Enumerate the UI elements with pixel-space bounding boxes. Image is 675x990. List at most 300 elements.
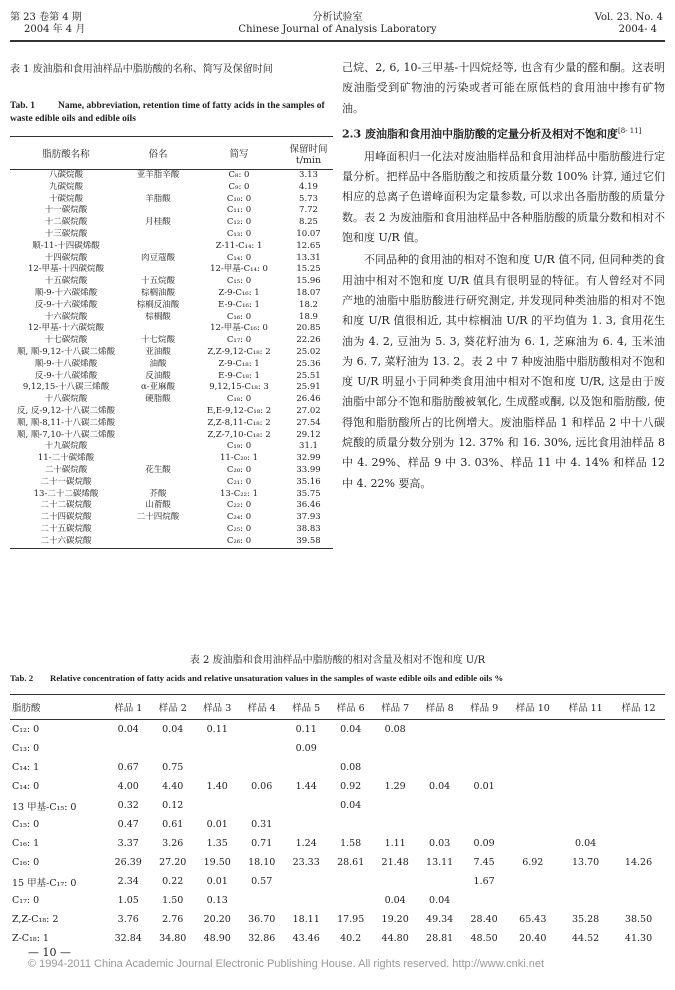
- common-name-cell: 油酸: [149, 358, 167, 369]
- retention-time-cell: 32.99: [296, 453, 321, 464]
- fatty-acid-cell: C₁₄: 0: [12, 781, 40, 792]
- sample-value-cell: 0.04: [429, 895, 451, 906]
- sample-value-cell: 0.08: [384, 724, 406, 735]
- sample-value-cell: 0.04: [340, 724, 362, 735]
- abbreviation-cell: 12-甲基-C₁₆: 0: [210, 323, 268, 334]
- sample-value-cell: 41.30: [624, 933, 653, 944]
- sample-value-cell: [506, 720, 559, 740]
- common-name-cell: [122, 453, 194, 465]
- sample-value-cell: [239, 796, 283, 815]
- abbreviation-cell: 13-C₂₂: 1: [220, 488, 258, 499]
- col-abbreviation: 简写: [229, 149, 249, 160]
- sample-value-cell: [239, 739, 283, 758]
- sample-value-cell: [284, 891, 328, 910]
- fatty-acid-cell: C₁₆: 0: [12, 857, 40, 868]
- common-name-cell: [122, 430, 194, 442]
- abbreviation-cell: C₁₂: 0: [226, 217, 252, 228]
- section-reference: [8- 11]: [617, 126, 642, 135]
- sample-value-cell: 0.11: [295, 724, 317, 735]
- common-name-cell: [122, 418, 194, 430]
- fatty-acid-name-cell: 十五碳烷酸: [44, 276, 88, 287]
- fatty-acid-name-cell: 八碳烷酸: [48, 170, 83, 180]
- sample-value-cell: 43.46: [292, 933, 320, 944]
- sample-value-cell: 14.26: [624, 857, 653, 868]
- abbreviation-cell: Z,Z-7,10-C₁₈: 2: [207, 429, 271, 440]
- table1-row: [10, 371, 333, 383]
- abbreviation-cell: C₈: 0: [228, 170, 250, 180]
- abbreviation-cell: Z,Z-9,12-C₁₈: 2: [207, 346, 271, 357]
- common-name-cell: 棕榈酸: [145, 311, 171, 322]
- sample-value-cell: [559, 815, 612, 834]
- retention-time-cell: 18.9: [299, 311, 318, 322]
- sample-value-cell: 36.70: [248, 914, 276, 925]
- retention-time-cell: 25.91: [296, 382, 321, 393]
- fatty-acid-cell: 15 甲基-C₁₇: 0: [12, 877, 77, 889]
- sample-value-cell: 28.61: [337, 857, 365, 868]
- sample-value-cell: 26.39: [114, 857, 142, 868]
- common-name-cell: [122, 229, 194, 241]
- common-name-cell: [122, 323, 194, 335]
- table1-row: [10, 394, 333, 406]
- fatty-acid-name-cell: 二十一碳烷酸: [40, 476, 92, 487]
- sample-value-cell: [559, 739, 612, 758]
- table2-row: [10, 891, 665, 910]
- sample-value-cell: 1.44: [295, 781, 317, 792]
- sample-value-cell: 13.70: [572, 857, 600, 868]
- sample-value-cell: 32.84: [114, 933, 142, 944]
- sample-value-cell: [239, 720, 283, 740]
- sample-value-cell: [612, 815, 665, 834]
- col-sample-12: 样品 12: [621, 703, 656, 714]
- abbreviation-cell: C₂₅: 0: [226, 523, 252, 534]
- sample-value-cell: 23.33: [292, 857, 320, 868]
- col-fatty-acid-name: 脂肪酸名称: [42, 149, 90, 160]
- header-left: [10, 12, 85, 36]
- common-name-cell: 硬脂酸: [145, 394, 171, 405]
- fatty-acid-name-cell: 13-二十二碳烯酸: [33, 488, 99, 499]
- sample-value-cell: [506, 834, 559, 853]
- abbreviation-cell: C₂₆: 0: [226, 535, 252, 546]
- sample-value-cell: 6.92: [522, 857, 544, 868]
- journal-title-en: Chinese Journal of Analysis Laboratory: [238, 24, 437, 35]
- sample-value-cell: 0.47: [117, 819, 139, 830]
- retention-time-cell: 36.46: [296, 500, 321, 511]
- fatty-acid-cell: 13 甲基-C₁₅: 0: [12, 801, 77, 813]
- sample-value-cell: 19.20: [381, 914, 409, 925]
- sample-value-cell: [417, 815, 461, 834]
- sample-value-cell: 0.61: [162, 819, 184, 830]
- volume-en: Vol. 23. No. 4: [594, 12, 663, 23]
- quant-paragraph: 用峰面积归一化法对废油脂样品和食用油样品中脂肪酸进行定量分析。把样品中各脂肪酸之和按质量分数 100% 计算, 通过它们相应的总离子色谱峰面积为定量参数, 可以求出各脂肪酸的质量分数。表 2 为废油脂和食用油样品中各种脂肪酸的质量分数和相对不饱和度 U/R 值。: [342, 149, 665, 245]
- abbreviation-cell: E,E-9,12-C₁₈: 2: [206, 405, 272, 416]
- table1-row: [10, 182, 333, 194]
- sample-value-cell: 1.50: [162, 895, 184, 906]
- retention-time-cell: 35.16: [296, 476, 321, 487]
- sample-value-cell: [462, 891, 506, 910]
- volume-issue: 第 23 卷第 4 期: [10, 12, 82, 23]
- abbreviation-cell: C₂₄: 0: [226, 512, 252, 523]
- sample-value-cell: 49.34: [426, 914, 454, 925]
- sample-value-cell: 4.40: [162, 781, 184, 792]
- fatty-acid-name-cell: 反-9-十六碳烯酸: [34, 299, 98, 310]
- abbreviation-cell: C₂₂: 0: [226, 500, 252, 511]
- sample-value-cell: 0.04: [575, 838, 597, 849]
- abbreviation-cell: C₁₄: 0: [226, 252, 252, 263]
- table1-row: [10, 300, 333, 312]
- retention-time-cell: 35.75: [296, 488, 321, 499]
- common-name-cell: 棕榈油酸: [140, 287, 175, 298]
- sample-value-cell: [373, 758, 417, 777]
- sample-value-cell: 1.58: [340, 838, 362, 849]
- sample-value-cell: [328, 872, 372, 891]
- sample-value-cell: 0.22: [162, 876, 184, 887]
- common-name-cell: [122, 205, 194, 217]
- sample-value-cell: [239, 758, 283, 777]
- table1-row: [10, 465, 333, 477]
- col-fatty-acid: 脂肪酸: [12, 703, 41, 714]
- table1-row: [10, 430, 333, 442]
- fatty-acid-cell: C₁₂: 0: [12, 724, 40, 735]
- retention-time-cell: 4.19: [299, 181, 318, 192]
- sample-value-cell: 3.76: [117, 914, 139, 925]
- fatty-acid-name-cell: 12-甲基-十六碳烷酸: [27, 323, 105, 334]
- fatty-acid-name-cell: 反-9-十八碳烯酸: [34, 370, 98, 381]
- common-name-cell: [122, 477, 194, 489]
- abbreviation-cell: C₁₅: 0: [226, 276, 252, 287]
- sample-value-cell: 0.71: [251, 838, 273, 849]
- table1-row: [10, 241, 333, 253]
- sample-value-cell: [612, 796, 665, 815]
- common-name-cell: 二十四烷酸: [136, 512, 180, 523]
- col-sample-7: 样品 7: [381, 703, 410, 714]
- retention-time-cell: 8.25: [299, 217, 318, 228]
- sample-value-cell: 0.57: [251, 876, 273, 887]
- table2-row: [10, 815, 665, 834]
- abbreviation-cell: C₁₀: 0: [226, 193, 252, 204]
- table1-row: [10, 477, 333, 489]
- sample-value-cell: [506, 758, 559, 777]
- fatty-acid-cell: C₁₄: 1: [12, 762, 40, 773]
- sample-value-cell: [195, 758, 239, 777]
- sample-value-cell: 44.80: [381, 933, 409, 944]
- common-name-cell: 亚羊脂辛酸: [136, 170, 180, 180]
- sample-value-cell: [284, 815, 328, 834]
- sample-value-cell: 0.01: [206, 819, 228, 830]
- table1-row: [10, 264, 333, 276]
- fatty-acid-name-cell: 顺, 顺-8,11-十八碳二烯酸: [16, 417, 116, 428]
- sample-value-cell: [462, 739, 506, 758]
- table1-row: [10, 536, 333, 548]
- sample-value-cell: 2.76: [162, 914, 184, 925]
- fatty-acid-name-cell: 十二碳烷酸: [44, 217, 88, 228]
- fatty-acid-name-cell: 二十五碳烷酸: [40, 523, 92, 534]
- sample-value-cell: [284, 872, 328, 891]
- sample-value-cell: [612, 777, 665, 796]
- table1-row: [10, 229, 333, 241]
- table2-row: [10, 872, 665, 891]
- sample-value-cell: 48.90: [203, 933, 231, 944]
- sample-value-cell: 0.92: [340, 781, 362, 792]
- table1-row: [10, 524, 333, 536]
- retention-time-cell: 13.31: [296, 252, 321, 263]
- fatty-acid-name-cell: 二十四碳烷酸: [40, 512, 92, 523]
- sample-value-cell: [284, 796, 328, 815]
- abbreviation-cell: 12-甲基-C₁₄: 0: [210, 264, 268, 275]
- table2-caption-cn: 表 2 废油脂和食用油样品中脂肪酸的相对含量及相对不饱和度 U/R: [189, 655, 486, 666]
- sample-value-cell: 28.40: [470, 914, 498, 925]
- sample-value-cell: [612, 758, 665, 777]
- fatty-acid-name-cell: 十九碳烷酸: [44, 441, 88, 452]
- fatty-acid-name-cell: 十七碳烷酸: [44, 335, 88, 346]
- sample-value-cell: [559, 891, 612, 910]
- page-number: — 10 —: [28, 946, 71, 959]
- common-name-cell: 肉豆蔻酸: [140, 252, 175, 263]
- sample-value-cell: 48.50: [470, 933, 498, 944]
- retention-time-cell: 39.58: [296, 535, 321, 546]
- abbreviation-cell: C₁₃: 0: [226, 228, 252, 239]
- table2-row: [10, 758, 665, 777]
- table1-row: [10, 500, 333, 512]
- table1-label: Tab. 1: [10, 101, 35, 111]
- table1-row: [10, 406, 333, 418]
- sample-value-cell: [612, 891, 665, 910]
- sample-value-cell: [612, 739, 665, 758]
- sample-value-cell: 13.11: [426, 857, 454, 868]
- col-sample-6: 样品 6: [336, 703, 365, 714]
- journal-title-cn: 分析试验室: [312, 12, 363, 23]
- common-name-cell: [122, 536, 194, 548]
- fatty-acid-name-cell: 十三碳烷酸: [44, 228, 88, 239]
- abbreviation-cell: C₁₆: 0: [226, 311, 252, 322]
- sample-value-cell: 18.10: [248, 857, 276, 868]
- common-name-cell: [122, 182, 194, 194]
- sample-value-cell: 7.45: [473, 857, 495, 868]
- abbreviation-cell: C₂₁: 0: [226, 476, 252, 487]
- col-retention-time: 保留时间 t/min: [289, 143, 328, 166]
- sample-value-cell: 0.01: [206, 876, 228, 887]
- retention-time-cell: 15.96: [296, 276, 321, 287]
- fatty-acid-name-cell: 顺-11-十四碳烯酸: [32, 240, 100, 251]
- abbreviation-cell: Z-9-C₁₆: 1: [218, 287, 260, 298]
- abbreviation-cell: C₁₈: 0: [226, 394, 252, 405]
- fatty-acid-name-cell: 顺-9-十六碳烯酸: [34, 287, 98, 298]
- fatty-acid-name-cell: 9,12,15-十八碳三烯酸: [22, 382, 110, 393]
- header-rule: [10, 40, 665, 42]
- abbreviation-cell: C₁₇: 0: [226, 335, 252, 346]
- sample-value-cell: 0.04: [340, 800, 362, 811]
- sample-value-cell: [195, 739, 239, 758]
- sample-value-cell: [506, 891, 559, 910]
- retention-time-cell: 3.13: [299, 170, 318, 180]
- abbreviation-cell: C₁₁: 0: [226, 205, 252, 216]
- abbreviation-cell: 9,12,15-C₁₈: 3: [209, 382, 269, 393]
- common-name-cell: 花生酸: [145, 464, 171, 475]
- sample-value-cell: 0.13: [206, 895, 228, 906]
- sample-value-cell: 3.37: [117, 838, 139, 849]
- sample-value-cell: [506, 777, 559, 796]
- table2-caption-en: [10, 672, 675, 685]
- right-column: [342, 58, 665, 494]
- common-name-cell: 山萮酸: [145, 500, 171, 511]
- table1-row: [10, 453, 333, 465]
- sample-value-cell: [417, 758, 461, 777]
- retention-time-cell: 15.25: [296, 264, 321, 275]
- retention-time-cell: 29.12: [296, 429, 321, 440]
- abbreviation-cell: C₁₉: 0: [226, 441, 252, 452]
- col-sample-11: 样品 11: [568, 703, 603, 714]
- retention-time-cell: 25.02: [296, 346, 321, 357]
- abbreviation-cell: C₉: 0: [228, 181, 250, 192]
- fatty-acid-name-cell: 11-二十碳烯酸: [37, 453, 95, 464]
- sample-value-cell: 0.67: [117, 762, 139, 773]
- table2-row: [10, 796, 665, 815]
- sample-value-cell: [559, 777, 612, 796]
- table1-row: [10, 170, 333, 182]
- sample-value-cell: 40.2: [340, 933, 362, 944]
- sample-value-cell: 0.09: [295, 743, 317, 754]
- common-name-cell: 亚油酸: [145, 346, 171, 357]
- sample-value-cell: 18.11: [292, 914, 320, 925]
- table1-row: [10, 288, 333, 300]
- sample-value-cell: [612, 720, 665, 740]
- table1-caption-cn: 表 1 废油脂和食用油样品中脂肪酸的名称、简写及保留时间: [10, 64, 273, 75]
- retention-time-cell: 18.07: [296, 287, 321, 298]
- intro-paragraph: 己烷、2, 6, 10-三甲基-十四烷烃等, 也含有少量的醛和酮。这表明废油脂受到矿物油的污染或者可能在原低档的食用油中掺有矿物油。: [342, 61, 665, 115]
- abbreviation-cell: 11-C₂₀: 1: [220, 453, 258, 464]
- col-common-name: 俗名: [148, 149, 168, 160]
- sample-value-cell: [373, 739, 417, 758]
- sample-value-cell: 32.86: [248, 933, 276, 944]
- table1-row: [10, 276, 333, 288]
- retention-time-cell: 10.07: [296, 228, 321, 239]
- col-sample-3: 样品 3: [203, 703, 232, 714]
- sample-value-cell: [559, 872, 612, 891]
- fatty-acid-name-cell: 九碳烷酸: [48, 181, 83, 192]
- retention-time-cell: 22.26: [296, 335, 321, 346]
- retention-time-cell: 33.99: [296, 464, 321, 475]
- table2-label: Tab. 2: [10, 673, 34, 683]
- table1-row: [10, 335, 333, 347]
- sample-value-cell: [462, 720, 506, 740]
- sample-value-cell: 20.40: [519, 933, 547, 944]
- sample-value-cell: 1.29: [384, 781, 406, 792]
- col-sample-2: 样品 2: [158, 703, 187, 714]
- sample-value-cell: 1.35: [206, 838, 228, 849]
- sample-value-cell: [506, 796, 559, 815]
- sample-value-cell: 0.11: [206, 724, 228, 735]
- sample-value-cell: 1.11: [384, 838, 406, 849]
- sample-value-cell: [239, 891, 283, 910]
- common-name-cell: [122, 241, 194, 253]
- abbreviation-cell: E-9-C₁₆: 1: [218, 299, 260, 310]
- sample-value-cell: [373, 796, 417, 815]
- table2-row: [10, 834, 665, 853]
- sample-value-cell: 0.31: [251, 819, 273, 830]
- retention-time-cell: 38.83: [296, 523, 321, 534]
- col-sample-8: 样品 8: [425, 703, 454, 714]
- sample-value-cell: [106, 739, 150, 758]
- common-name-cell: 反油酸: [145, 370, 171, 381]
- sample-value-cell: [559, 720, 612, 740]
- col-sample-5: 样品 5: [292, 703, 321, 714]
- col-sample-9: 样品 9: [470, 703, 499, 714]
- sample-value-cell: [417, 872, 461, 891]
- common-name-cell: 羊脂酸: [145, 193, 171, 204]
- retention-time-cell: 26.46: [296, 394, 321, 405]
- sample-value-cell: 0.06: [251, 781, 273, 792]
- fatty-acid-name-cell: 二十二碳烷酸: [40, 500, 92, 511]
- sample-value-cell: [195, 796, 239, 815]
- sample-value-cell: 17.95: [337, 914, 365, 925]
- table1-row: [10, 217, 333, 229]
- sample-value-cell: 1.67: [473, 876, 495, 887]
- common-name-cell: 棕榈反油酸: [136, 299, 180, 310]
- retention-time-cell: 25.36: [296, 358, 321, 369]
- sample-value-cell: 3.26: [162, 838, 184, 849]
- sample-value-cell: 0.12: [162, 800, 184, 811]
- sample-value-cell: 35.28: [572, 914, 600, 925]
- table1-row: [10, 253, 333, 265]
- sample-value-cell: 1.24: [295, 838, 317, 849]
- common-name-cell: [122, 406, 194, 418]
- ur-paragraph: 不同品种的食用油的相对不饱和度 U/R 值不同, 但同种类的食用油中相对不饱和度 U/R 值具有很明显的特征。有人曾经对不同产地的油脂中脂肪酸进行研究测定, 并发现同种类油脂的相对不饱和度 U/R 值很相近, 其中棕榈油 U/R 的平均值为 1. 3, 食用花生油为 4. 2, 豆油为 5. 3, 葵花籽油为 6. 1, 芝麻油为 6. 4, 玉米油为 6. 7, 菜籽油为 13. 2。表 2 中 7 种废油脂中脂肪酸相对不饱和度 U/R 明显小于同种类食用油中相对不饱和度 U/R, 这是由于废油脂中部分不饱和脂肪酸被氧化, 生成醛或酮, 以及饱和脂肪酸, 使得饱和脂肪酸所占的比例增大。废油脂样品 1 和样品 2 中十八碳烷酸的质量分数分别为 12. 37% 和 16. 30%, 远比食用油样品 8 中 4. 29%、样品 9 中 3. 03%、样品 11 中 4. 14% 和样品 12 中 4. 22% 要高。: [342, 253, 665, 490]
- fatty-acid-name-cell: 反, 反-9,12-十八碳二烯酸: [16, 405, 116, 416]
- fatty-acid-name-cell: 二十碳烷酸: [44, 464, 88, 475]
- table2-row: [10, 853, 665, 872]
- col-sample-4: 样品 4: [247, 703, 276, 714]
- retention-time-cell: 25.51: [296, 370, 321, 381]
- sample-value-cell: 1.05: [117, 895, 139, 906]
- sample-value-cell: 44.52: [572, 933, 600, 944]
- sample-value-cell: [506, 872, 559, 891]
- retention-time-cell: 27.54: [296, 417, 321, 428]
- table2-caption-text: Relative concentration of fatty acids and relative unsaturation values in the samples of waste edible oils and edible oils %: [50, 673, 504, 683]
- table2: [10, 694, 665, 948]
- table1-row: [10, 323, 333, 335]
- fatty-acid-name-cell: 十六碳烷酸: [44, 311, 88, 322]
- sample-value-cell: 65.43: [519, 914, 547, 925]
- sample-value-cell: [559, 796, 612, 815]
- fatty-acid-cell: C₁₇: 0: [12, 895, 40, 906]
- sample-value-cell: [417, 739, 461, 758]
- sample-value-cell: [612, 834, 665, 853]
- fatty-acid-name-cell: 12-甲基-十四碳烷酸: [27, 264, 105, 275]
- sample-value-cell: [559, 758, 612, 777]
- common-name-cell: [122, 264, 194, 276]
- table1-row: [10, 347, 333, 359]
- sample-value-cell: 20.20: [203, 914, 231, 925]
- abbreviation-cell: C₂₀: 0: [226, 464, 252, 475]
- sample-value-cell: [328, 891, 372, 910]
- section-2-3-title: [342, 121, 665, 145]
- col-sample-1: 样品 1: [114, 703, 143, 714]
- sample-value-cell: [462, 815, 506, 834]
- table2-row: [10, 929, 665, 948]
- retention-time-cell: 31.1: [299, 441, 318, 452]
- sample-value-cell: 19.50: [203, 857, 231, 868]
- sample-value-cell: 0.01: [473, 781, 495, 792]
- section-title-text: 2.3 废油脂和食用油中脂肪酸的定量分析及相对不饱和度: [342, 127, 618, 141]
- retention-time-cell: 5.73: [299, 193, 318, 204]
- sample-value-cell: [462, 796, 506, 815]
- sample-value-cell: 0.04: [162, 724, 184, 735]
- publication-date: 2004 年 4 月: [24, 24, 86, 35]
- retention-time-cell: 18.2: [299, 299, 318, 310]
- common-name-cell: 月桂酸: [145, 217, 171, 228]
- header-center: [180, 12, 495, 36]
- sample-value-cell: [417, 796, 461, 815]
- table1-row: [10, 205, 333, 217]
